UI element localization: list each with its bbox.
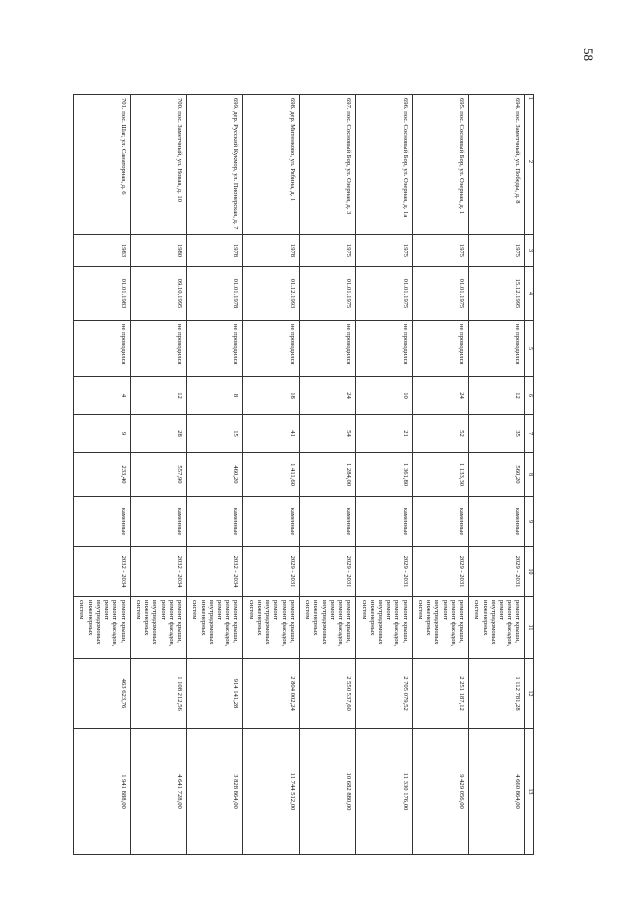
rotated-table-wrapper <box>78 94 534 854</box>
total-cell: 4 641 728,00 <box>130 729 186 855</box>
col7-cell: 28 <box>130 415 186 453</box>
column-number-row <box>525 95 534 855</box>
works-cell: ремонт крыши, ремонт фасадов, ремонт внутридомовых инженерных систем <box>243 597 299 659</box>
material-cell: каменные <box>299 497 355 547</box>
year-cell: 1975 <box>299 235 355 267</box>
repair-cell: не проводился <box>356 321 412 377</box>
address: пос. Заметчный, ул. Победы, д. 8 <box>514 111 522 204</box>
date-cell: 01.01.1978 <box>187 267 243 321</box>
period-cell: 2029 - 2031 <box>299 547 355 597</box>
col6-cell: 10 <box>356 377 412 415</box>
table-row <box>299 95 355 855</box>
column-number-7: 7 <box>525 415 534 453</box>
period-cell: 2029 - 2031 <box>469 547 525 597</box>
works-cell: ремонт крыши, ремонт фасадов, ремонт внутридомовых инженерных систем <box>130 597 186 659</box>
repair-cell: не проводился <box>130 321 186 377</box>
col7-cell: 35 <box>469 415 525 453</box>
column-number-2: 2 <box>527 160 533 163</box>
year-cell: 1978 <box>187 235 243 267</box>
date-cell: 01.12.1993 <box>243 267 299 321</box>
year-cell: 1975 <box>412 235 468 267</box>
address: пос. Заметчный, ул. Новая, д. 10 <box>176 111 184 202</box>
address-cell <box>243 95 299 235</box>
table-row <box>187 95 243 855</box>
column-number-11: 11 <box>525 597 534 659</box>
area-cell: 1 411,60 <box>243 453 299 497</box>
address-cell <box>412 95 468 235</box>
row-number: 700. <box>176 98 184 110</box>
col7-cell: 15 <box>187 415 243 453</box>
column-number-13: 13 <box>525 729 534 855</box>
address-cell <box>469 95 525 235</box>
total-cell: 4 660 864,00 <box>469 729 525 855</box>
works-cell: ремонт крыши, ремонт фасадов, ремонт внутридомовых инженерных систем <box>187 597 243 659</box>
column-number-10: 10 <box>525 547 534 597</box>
table-row <box>412 95 468 855</box>
cost-cell: 463 623,76 <box>74 659 130 729</box>
area-cell: 557,90 <box>130 453 186 497</box>
date-cell: 01.01.1983 <box>74 267 130 321</box>
date-cell: 01.01.1975 <box>299 267 355 321</box>
row-number: 695. <box>458 98 466 110</box>
address: дер. Русский Кукмор, ул. Пионерская, д. 7 <box>232 111 240 230</box>
row-number: 698. <box>288 98 296 110</box>
works-cell: ремонт крыши, ремонт фасадов, ремонт внутридомовых инженерных систем <box>412 597 468 659</box>
col7-cell: 9 <box>74 415 130 453</box>
total-cell: 10 682 880,00 <box>299 729 355 855</box>
col6-cell: 24 <box>412 377 468 415</box>
col6-cell: 4 <box>74 377 130 415</box>
address: пос. Шаг, ул. Санаторная, д. 6 <box>119 111 127 195</box>
material-cell: каменные <box>356 497 412 547</box>
column-number-1-2 <box>525 95 534 235</box>
year-cell: 1975 <box>356 235 412 267</box>
works-cell: ремонт крыши, ремонт фасадов, ремонт внутридомовых инженерных систем <box>469 597 525 659</box>
address: дер. Митенково, ул. Рябина, д. 1 <box>288 111 296 202</box>
date-cell: 01.01.1975 <box>412 267 468 321</box>
works-cell: ремонт крыши, ремонт фасадов, ремонт внутридомовых инженерных систем <box>356 597 412 659</box>
period-cell: 2032 - 2034 <box>74 547 130 597</box>
page-number: 58 <box>581 48 596 61</box>
address: пос. Сосновый Бор, ул. Озерная, д. 1а <box>401 111 409 218</box>
date-cell: 09.10.1995 <box>130 267 186 321</box>
period-cell: 2029 - 2031 <box>243 547 299 597</box>
column-number-6: 6 <box>525 377 534 415</box>
table-row <box>130 95 186 855</box>
total-cell: 3 828 864,00 <box>187 729 243 855</box>
cost-cell: 914 141,28 <box>187 659 243 729</box>
period-cell: 2029 - 2031 <box>356 547 412 597</box>
year-cell: 1975 <box>469 235 525 267</box>
total-cell: 9 429 056,00 <box>412 729 468 855</box>
address-cell <box>187 95 243 235</box>
date-cell: 01.01.1975 <box>356 267 412 321</box>
register-table <box>73 94 534 855</box>
repair-cell: не проводился <box>299 321 355 377</box>
table-row <box>469 95 525 855</box>
address-cell <box>130 95 186 235</box>
repair-cell: не проводился <box>412 321 468 377</box>
row-number: 696. <box>401 98 409 110</box>
row-number: 697. <box>345 98 353 110</box>
material-cell: каменные <box>74 497 130 547</box>
row-number: 701. <box>119 98 127 110</box>
column-number-12: 12 <box>525 659 534 729</box>
table-row <box>243 95 299 855</box>
total-cell: 11 330 176,00 <box>356 729 412 855</box>
total-cell: 1 941 888,00 <box>74 729 130 855</box>
column-number-3: 3 <box>525 235 534 267</box>
column-number-5: 5 <box>525 321 534 377</box>
column-number-9: 9 <box>525 497 534 547</box>
address: пос. Сосновый Бор, ул. Озерная, д. 3 <box>345 111 353 215</box>
repair-cell: не проводился <box>74 321 130 377</box>
table-row <box>74 95 130 855</box>
col7-cell: 21 <box>356 415 412 453</box>
material-cell: каменные <box>469 497 525 547</box>
repair-cell: не проводился <box>469 321 525 377</box>
col6-cell: 8 <box>187 377 243 415</box>
col6-cell: 24 <box>299 377 355 415</box>
period-cell: 2029 - 2031 <box>412 547 468 597</box>
repair-cell: не проводился <box>243 321 299 377</box>
repair-cell: не проводился <box>187 321 243 377</box>
address: пос. Сосновый Бор, ул. Озерная, д. 1 <box>458 111 466 215</box>
col7-cell: 52 <box>412 415 468 453</box>
address-cell <box>299 95 355 235</box>
col6-cell: 12 <box>469 377 525 415</box>
area-cell: 460,20 <box>187 453 243 497</box>
cost-cell: 2 804 002,24 <box>243 659 299 729</box>
cost-cell: 1 112 781,28 <box>469 659 525 729</box>
col7-cell: 41 <box>243 415 299 453</box>
date-cell: 15.12.1995 <box>469 267 525 321</box>
year-cell: 1983 <box>74 235 130 267</box>
cost-cell: 2 705 079,52 <box>356 659 412 729</box>
area-cell: 560,20 <box>469 453 525 497</box>
area-cell: 1 133,30 <box>412 453 468 497</box>
address-cell <box>356 95 412 235</box>
column-number-1: 1 <box>527 97 533 100</box>
column-number-4: 4 <box>525 267 534 321</box>
cost-cell: 2 550 537,60 <box>299 659 355 729</box>
total-cell: 11 744 512,00 <box>243 729 299 855</box>
col6-cell: 12 <box>130 377 186 415</box>
works-cell: ремонт крыши, ремонт фасадов, ремонт внутридомовых инженерных систем <box>299 597 355 659</box>
cost-cell: 1 108 212,56 <box>130 659 186 729</box>
col7-cell: 54 <box>299 415 355 453</box>
area-cell: 1 361,80 <box>356 453 412 497</box>
row-number: 694. <box>514 98 522 110</box>
area-cell: 1 284,00 <box>299 453 355 497</box>
column-number-8: 8 <box>525 453 534 497</box>
table-row <box>356 95 412 855</box>
address-cell <box>74 95 130 235</box>
material-cell: каменные <box>243 497 299 547</box>
period-cell: 2032 - 2034 <box>187 547 243 597</box>
material-cell: каменные <box>130 497 186 547</box>
area-cell: 233,40 <box>74 453 130 497</box>
year-cell: 1980 <box>130 235 186 267</box>
col6-cell: 18 <box>243 377 299 415</box>
year-cell: 1978 <box>243 235 299 267</box>
row-number: 699. <box>232 98 240 110</box>
works-cell: ремонт крыши, ремонт фасадов, ремонт внутридомовых инженерных систем <box>74 597 130 659</box>
cost-cell: 2 251 187,12 <box>412 659 468 729</box>
period-cell: 2032 - 2034 <box>130 547 186 597</box>
material-cell: каменные <box>187 497 243 547</box>
material-cell: каменные <box>412 497 468 547</box>
